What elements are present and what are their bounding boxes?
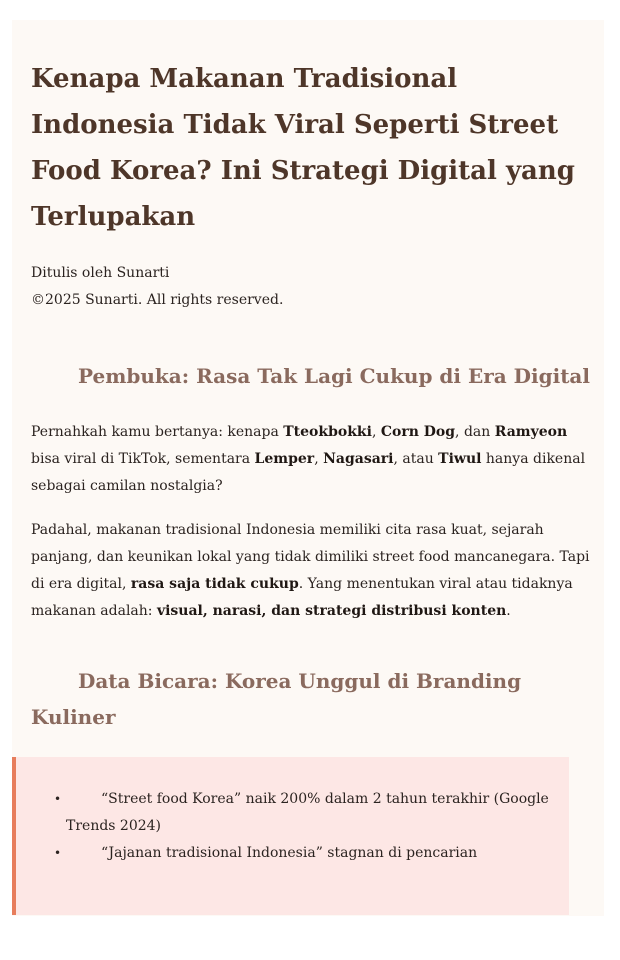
bullet-icon: • [54,846,62,860]
list-item [16,840,576,867]
data-bullet-list [16,757,569,867]
article-page [12,20,604,916]
text-run: . Yang menentukan viral atau tidaknya makanan adalah: [31,576,573,619]
bold-rasa-saja: rasa saja tidak cukup [130,576,299,592]
bold-visual-narasi: visual, narasi, dan strategi distribusi konten [156,603,507,619]
text-run: , atau [393,451,439,467]
section-heading-opening: Pembuka: Rasa Tak Lagi Cukup di Era Digital [78,364,590,388]
text-run: , dan [455,424,495,440]
text-run: Padahal, makanan tradisional Indonesia memiliki cita rasa kuat, sejarah panjang, dan keunikan lokal yang tidak dimiliki street food mancanegara. Tapi di era digital, [31,522,590,592]
article-title: Kenapa Makanan Tradisional Indonesia Tidak Viral Seperti Street Food Korea? Ini Strategi Digital yang Terlupakan [31,64,575,232]
byline [31,260,596,314]
list-item-text: “Jajanan tradisional Indonesia” stagnan di pencarian [101,845,478,861]
text-run: . [506,603,511,619]
text-run: bisa viral di TikTok, sementara [31,451,255,467]
bullet-icon: • [54,792,62,806]
list-item [16,786,576,840]
bold-ramyeon: Ramyeon [494,424,568,440]
bold-corn-dog: Corn Dog [380,424,456,440]
bold-tteokbokki: Tteokbokki [283,424,372,440]
author-line: Ditulis oleh Sunarti [31,265,170,281]
article-content [31,20,596,735]
text-run: , [371,424,381,440]
bold-nagasari: Nagasari [323,451,394,467]
bold-tiwul: Tiwul [438,451,482,467]
text-run: , [314,451,324,467]
paragraph-intro [31,419,596,500]
text-run: Pernahkah kamu bertanya: kenapa [31,424,284,440]
copyright-line: ©2025 Sunarti. All rights reserved. [31,292,284,308]
list-item-text: “Street food Korea” naik 200% dalam 2 tahun terakhir (Google Trends 2024) [66,791,549,834]
text-run: hanya dikenal sebagai camilan nostalgia? [31,451,586,494]
paragraph-digital-era [31,517,596,625]
section-heading-data: Data Bicara: Korea Unggul di Branding Kuliner [31,669,522,729]
bold-lemper: Lemper [254,451,315,467]
data-callout-box [12,757,569,915]
